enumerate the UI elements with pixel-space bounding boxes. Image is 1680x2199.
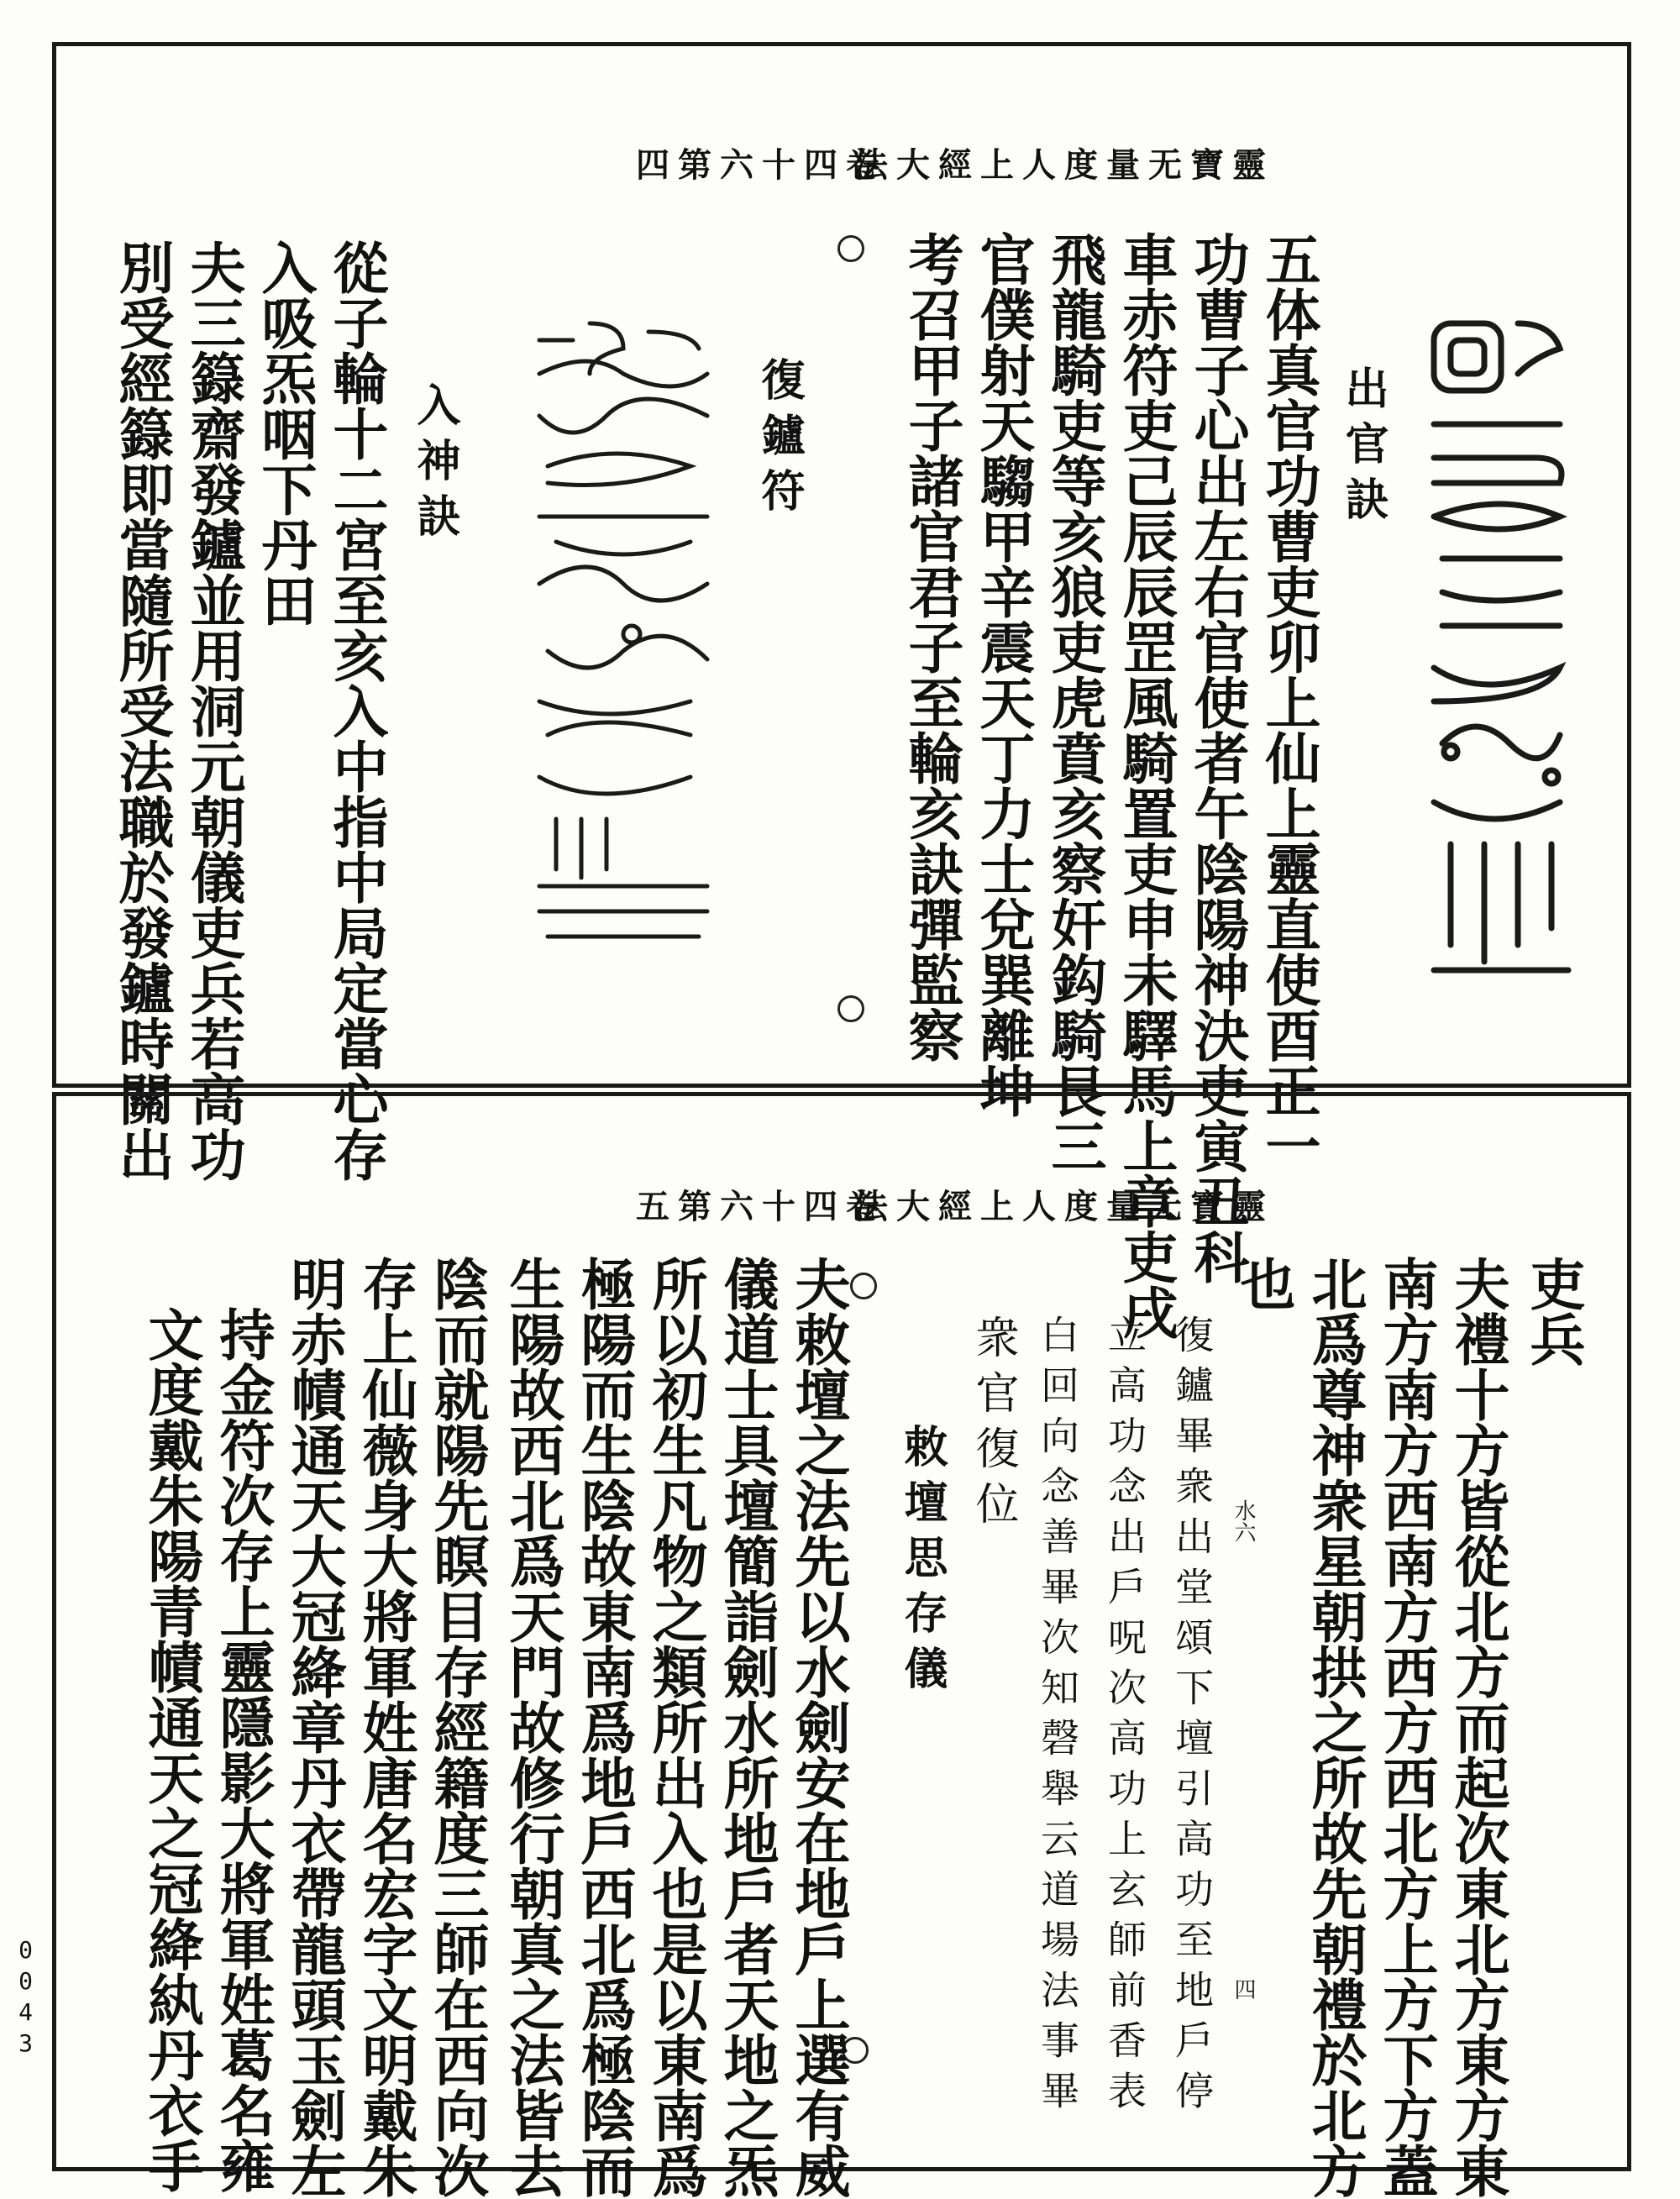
bottom-col-13: 所以初生凡物之類所出入也是以東南爲 [643,1256,708,2198]
ru-shen-jue-heading: 入神訣 [409,382,460,548]
bottom-col-19: 持金符次存上靈隱影大將軍姓葛名雍 [210,1306,276,2193]
bottom-note-1: 水六 [1231,1499,1256,1543]
chu-guan-talisman [1417,307,1585,1004]
chu-guan-col-6: 考召甲子諸官君子至輪亥訣彈監察 [899,231,964,1063]
section-mark-circle [837,235,864,262]
ru-shen-col-2: 入吸炁咽下丹田 [252,239,318,627]
bottom-page-frame [52,1092,1631,2198]
bottom-col-8: 白回向念善畢次知磬舉云道場法事畢 [1035,1315,1080,2121]
bottom-col-9: 衆官復位 [968,1315,1018,1536]
bottom-header-title: 靈寶无量度人上經大法 [854,1187,1274,1226]
bottom-note-2: 四 [1231,1978,1256,2000]
bottom-col-4: 北爲尊神衆星朝拱之所故先朝禮於北方 [1302,1256,1368,2198]
chu-guan-col-4: 飛龍騎吏等亥狼吏虎賁亥察奸鈎騎艮三 [1042,231,1107,1173]
bottom-col-11: 夫敕壇之法先以水劍安在地戶上選有威 [785,1256,851,2198]
bottom-page-header [56,1180,1627,1239]
bottom-col-6: 復鑪畢衆出堂頌下壇引高功至地戶停 [1169,1315,1215,2121]
top-header-volume: 卷四十六第四 [636,145,888,185]
bottom-col-17: 存上仙薇身大將軍姓唐名宏字文明戴朱 [353,1256,418,2198]
bottom-col-16: 陰而就陽先瞑目存經籍度三師在西向次 [424,1256,490,2198]
chu-guan-col-3: 車赤符吏己辰辰罡風騎置吏申未驛馬上章吏戌 [1113,231,1179,1340]
bottom-col-1: 吏兵 [1520,1256,1586,1367]
ru-shen-col-1: 從子輪十二宮至亥入中指中局定當心存 [323,239,389,1182]
chi-tan-heading: 敕壇思存儀 [896,1424,948,1701]
chu-guan-col-2: 功曹子心出左右官使者午陰陽神決吏寅丑科 [1184,231,1250,1284]
top-header-title: 靈寶无量度人上經大法 [854,145,1274,185]
chu-guan-col-5: 官僕射天騶甲辛震天丁力士兌巽離坤 [970,231,1036,1118]
fu-lu-fu-heading: 復鑪符 [753,357,805,523]
bottom-col-14: 極陽而生陰故東南爲地戶西北爲極陰而 [571,1256,637,2198]
bottom-col-3: 南方南方西南方西方西北方上方下方蓋 [1373,1256,1439,2198]
bottom-col-15: 生陽故西北爲天門故修行朝真之法皆去 [500,1256,565,2198]
bottom-col-12: 儀道士具壇簡詣劍水所地戶者天地之炁 [714,1256,780,2198]
section-mark-circle [850,1273,877,1299]
ru-shen-col-4: 別受經籙即當隨所受法職於發鑪時關出 [109,239,175,1182]
chu-guan-jue-heading: 出官訣 [1337,365,1389,532]
bottom-col-18: 明赤幘通天大冠絳章丹衣帶龍頭玉劍左 [281,1256,347,2198]
bottom-header-volume: 卷四十六第五 [636,1187,888,1226]
bottom-col-7: 立高功念出戶呪次高功上玄師前香表 [1102,1315,1147,2121]
chu-guan-col-1: 五体真官功曹吏卯上仙上靈直使酉正一 [1256,231,1321,1173]
fu-lu-talisman [522,298,724,953]
top-page-header [56,139,1627,197]
ru-shen-col-3: 夫三籙齋發鑪並用洞元朝儀吏兵若高功 [181,239,246,1182]
section-mark-circle [837,995,864,1022]
bottom-col-20: 文度戴朱陽青幘通天之冠絳紈丹衣手 [139,1306,204,2193]
page-side-number: 0043 [12,1936,39,2060]
bottom-col-2: 夫禮十方皆從北方而起次東北方東方東 [1445,1256,1510,2198]
bottom-col-5: 也 [1231,1256,1296,1311]
